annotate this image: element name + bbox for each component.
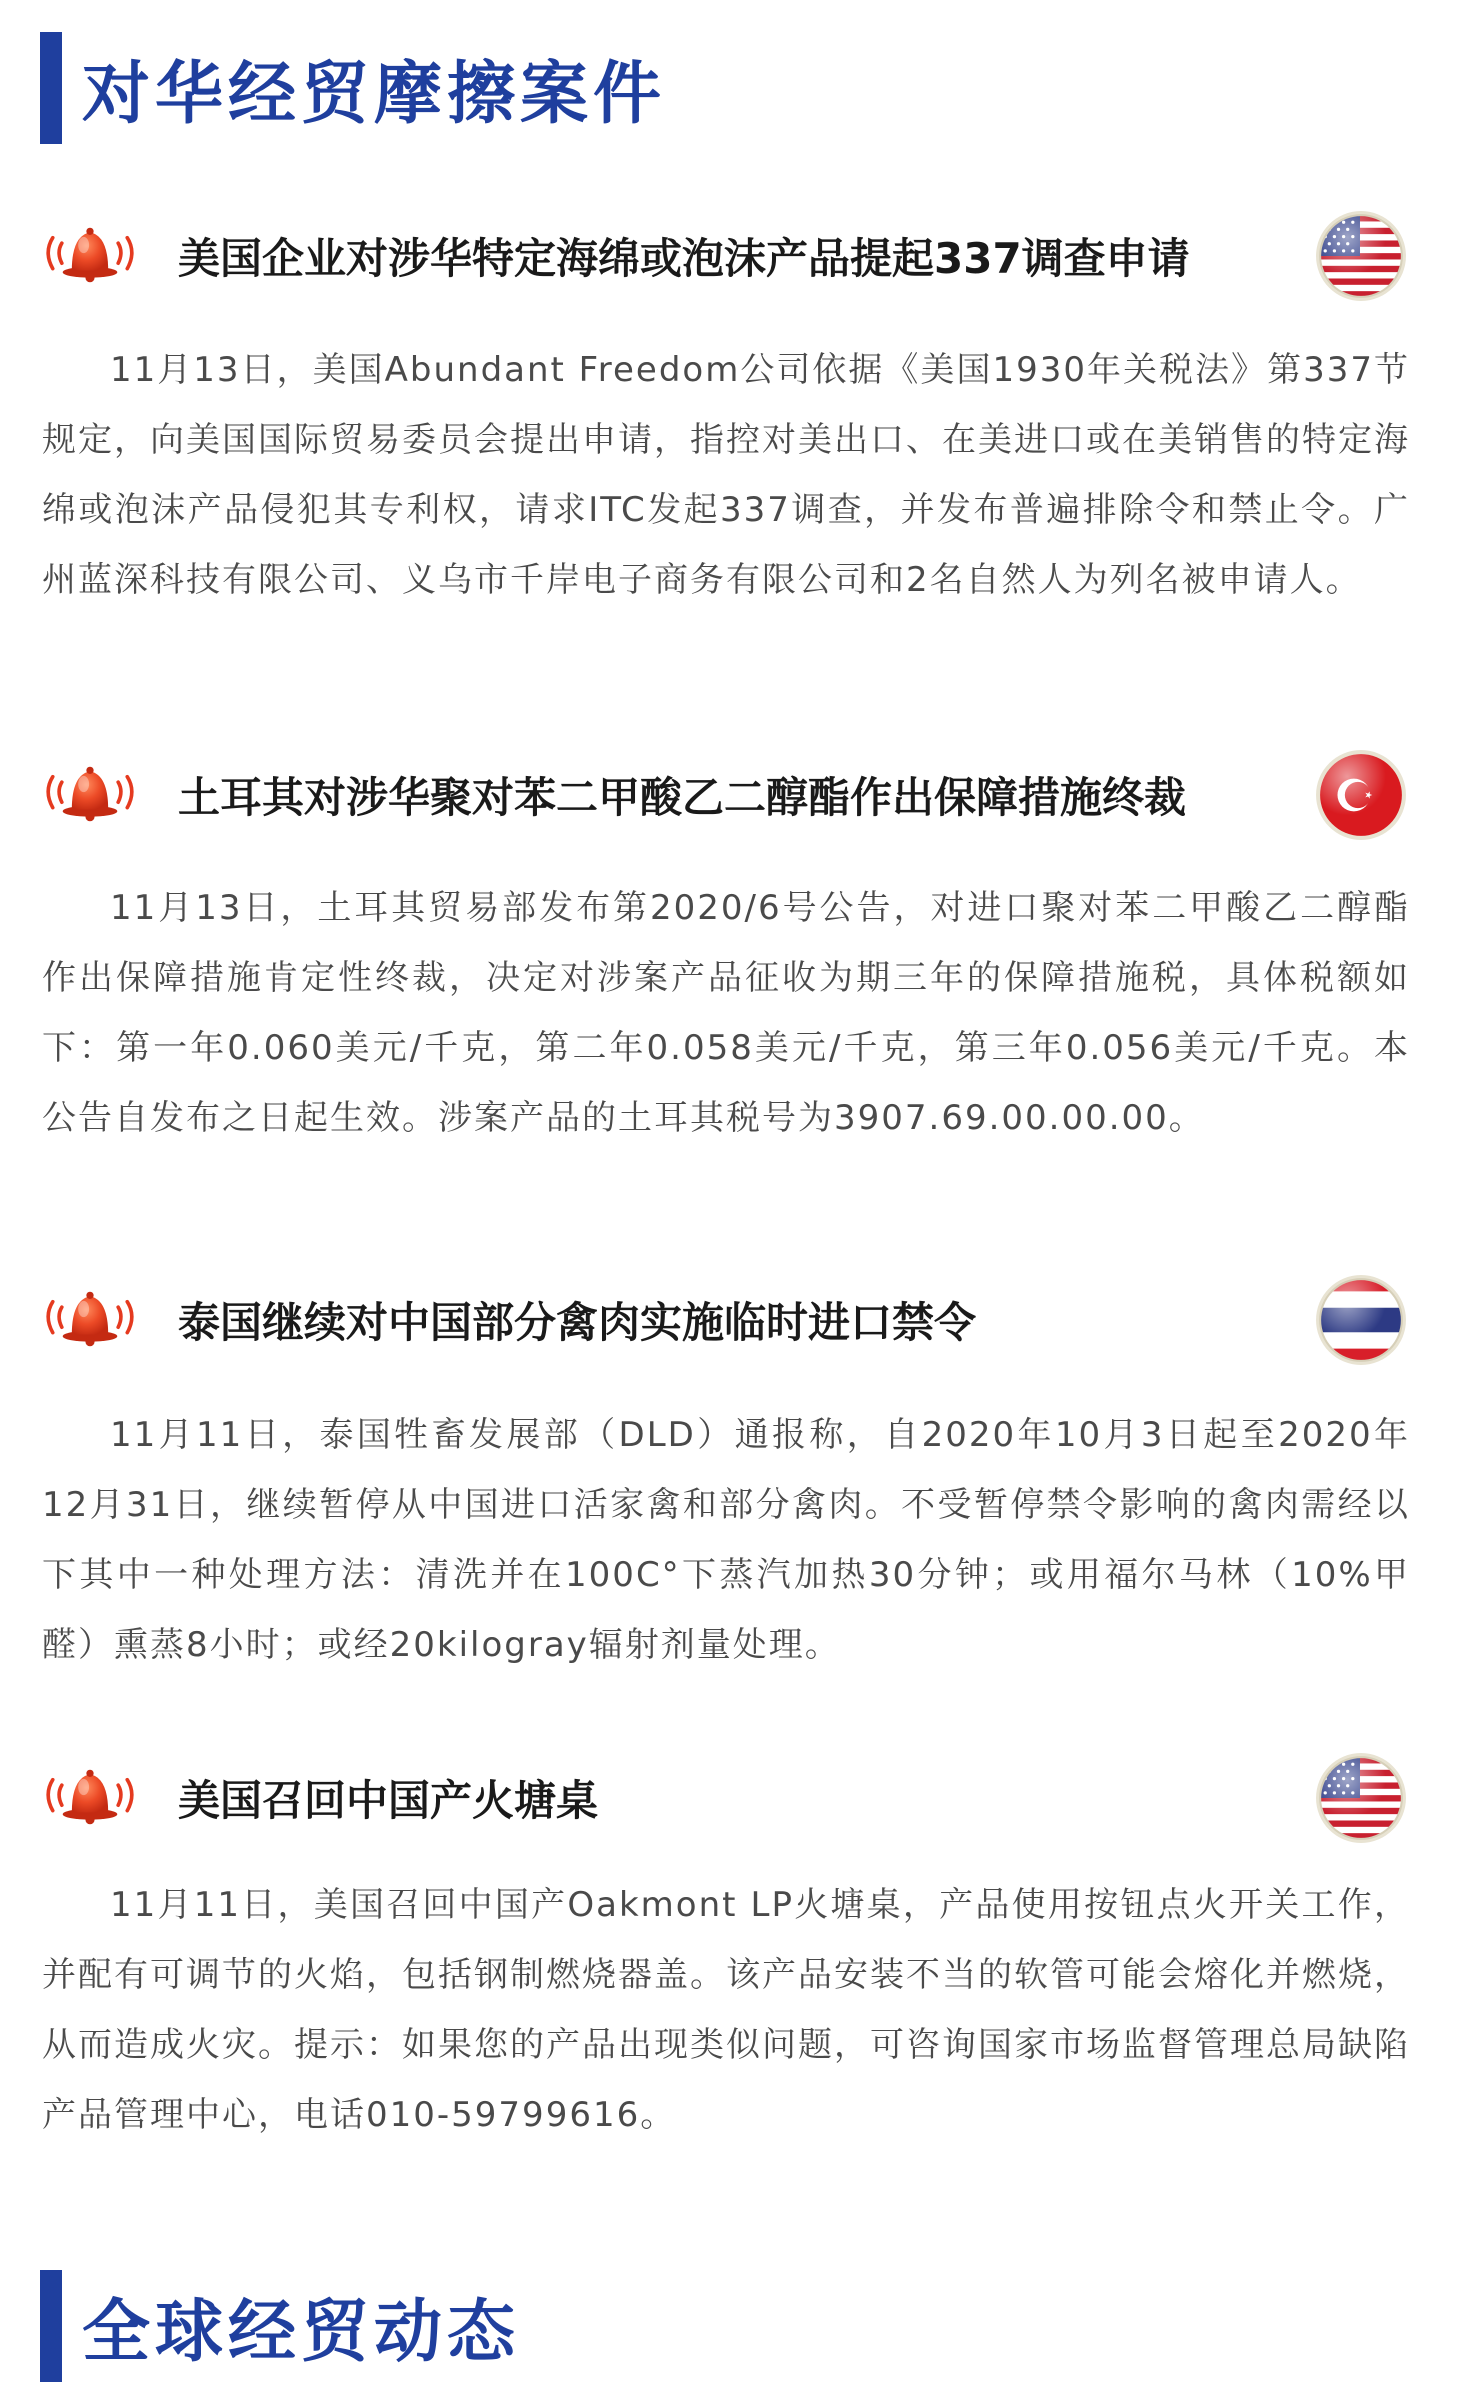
turkey-flag-icon bbox=[1315, 749, 1407, 841]
us-flag-icon bbox=[1315, 1752, 1407, 1844]
news-title: 美国召回中国产火塘桌 bbox=[178, 1776, 599, 1825]
news-title: 美国企业对涉华特定海绵或泡沫产品提起337调查申请 bbox=[178, 234, 1190, 283]
alarm-bell-icon bbox=[40, 1286, 140, 1352]
news-body: 11月11日，泰国牲畜发展部（DLD）通报称，自2020年10月3日起至2020年12月31日，继续暂停从中国进口活家禽和部分禽肉。不受暂停禁令影响的禽肉需经以下其中一种处理方法：清洗并在100C°下蒸汽加热30分钟；或用福尔马林（10%甲醛）熏蒸8小时；或经20kilogray辐射剂量处理。 bbox=[42, 1415, 1410, 1665]
section-title: 对华经贸摩擦案件 bbox=[82, 54, 667, 134]
section-title: 全球经贸动态 bbox=[82, 2292, 521, 2372]
alarm-bell-icon bbox=[40, 761, 140, 827]
alarm-bell-icon bbox=[40, 222, 140, 288]
news-body: 11月13日，美国Abundant Freedom公司依据《美国1930年关税法》第337节规定，向美国国际贸易委员会提出申请，指控对美出口、在美进口或在美销售的特定海绵或泡沫产品侵犯其专利权，请求ITC发起337调查，并发布普遍排除令和禁止令。广州蓝深科技有限公司、义乌市千岸电子商务有限公司和2名自然人为列名被申请人。 bbox=[42, 350, 1410, 600]
section-header bbox=[0, 32, 1467, 144]
news-title: 泰国继续对中国部分禽肉实施临时进口禁令 bbox=[178, 1298, 977, 1347]
news-title: 土耳其对涉华聚对苯二甲酸乙二醇酯作出保障措施终裁 bbox=[178, 773, 1187, 822]
section-accent-bar bbox=[40, 2270, 62, 2382]
alarm-bell-icon bbox=[40, 1764, 140, 1830]
news-item-header bbox=[0, 206, 1467, 306]
section-accent-bar bbox=[40, 32, 62, 144]
us-flag-icon bbox=[1315, 210, 1407, 302]
news-item-header bbox=[0, 1270, 1467, 1370]
section-header bbox=[0, 2270, 1467, 2382]
news-body: 11月11日，美国召回中国产Oakmont LP火塘桌，产品使用按钮点火开关工作，并配有可调节的火焰，包括钢制燃烧器盖。该产品安装不当的软管可能会熔化并燃烧，从而造成火灾。提示：如果您的产品出现类似问题，可咨询国家市场监督管理总局缺陷产品管理中心，电话010-59799616。 bbox=[42, 1885, 1410, 2135]
news-body: 11月13日，土耳其贸易部发布第2020/6号公告，对进口聚对苯二甲酸乙二醇酯作出保障措施肯定性终裁，决定对涉案产品征收为期三年的保障措施税，具体税额如下：第一年0.060美元/千克，第二年0.058美元/千克，第三年0.056美元/千克。本公告自发布之日起生效。涉案产品的土耳其税号为3907.69.00.00.00。 bbox=[42, 888, 1410, 1138]
news-item-header bbox=[0, 745, 1467, 845]
thailand-flag-icon bbox=[1315, 1274, 1407, 1366]
news-item-header bbox=[0, 1748, 1467, 1848]
